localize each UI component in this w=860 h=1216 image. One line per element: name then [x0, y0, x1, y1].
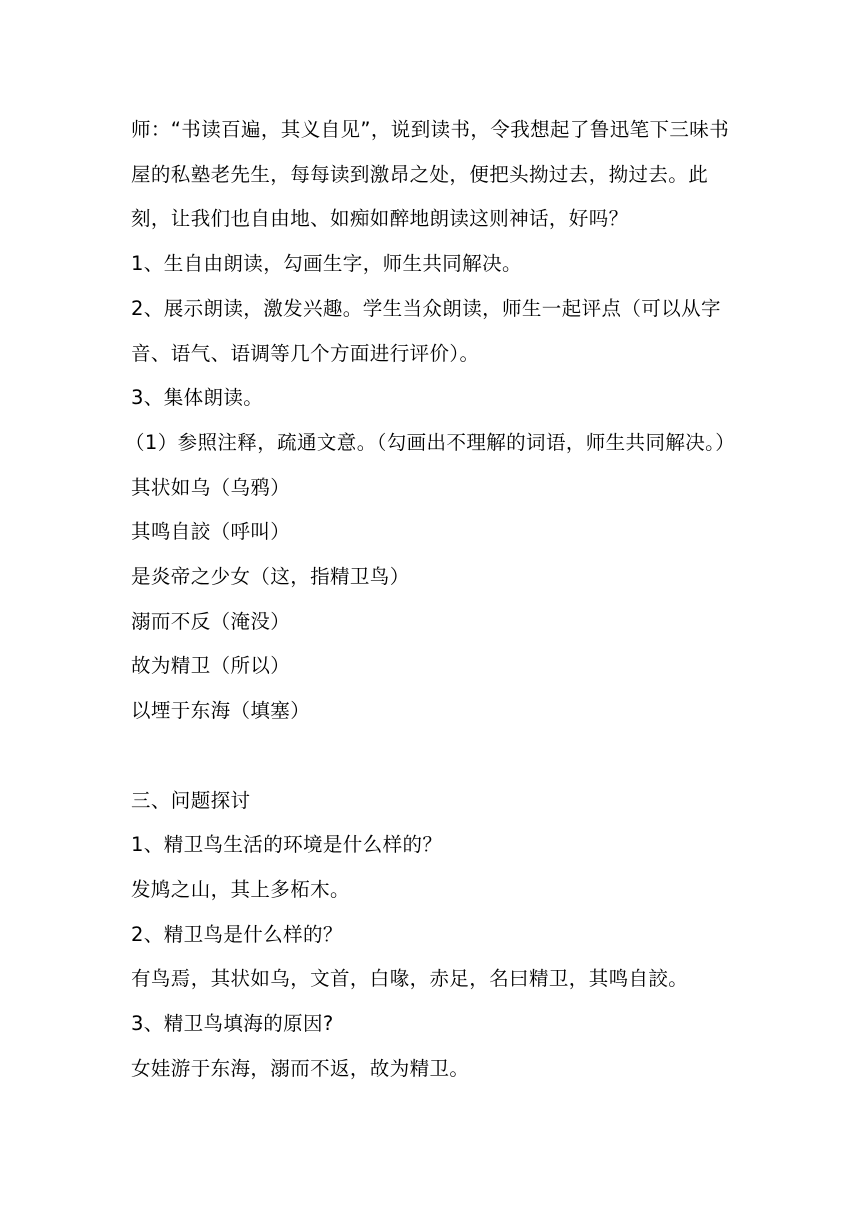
- blank-line: [131, 734, 733, 779]
- step-item: 2、展示朗读，激发兴趣。学生当众朗读，师生一起评点（可以从字音、语气、语调等几个方面进行评价）。: [131, 296, 721, 365]
- answer-item: 女娃游于东海，溺而不返，故为精卫。: [131, 1056, 470, 1080]
- step-item: 3、集体朗读。: [131, 386, 264, 410]
- question-item: 2、精卫鸟是什么样的？: [131, 922, 343, 946]
- answer-item: 发鸠之山，其上多柘木。: [131, 877, 350, 901]
- answer-item: 有鸟焉，其状如乌，文首，白喙，赤足，名曰精卫，其鸣自詨。: [131, 967, 689, 991]
- glossary-item: 故为精卫（所以）: [131, 654, 291, 678]
- glossary-item: 以堙于东海（填塞）: [131, 699, 311, 723]
- glossary-item: 其状如乌（乌鸦）: [131, 475, 291, 499]
- intro-paragraph: 师：“书读百遍，其义自见”，说到读书，令我想起了鲁迅笔下三味书屋的私塾老先生，每每读到激昂之处，便把头拗过去，拗过去。此刻，让我们也自由地、如痴如醉地朗读这则神话，好吗？: [131, 118, 730, 231]
- document-body: [125, 108, 736, 1091]
- step-item: 1、生自由朗读，勾画生字，师生共同解决。: [131, 252, 522, 276]
- glossary-item: 溺而不反（淹没）: [131, 609, 291, 633]
- section-heading: 三、问题探讨: [131, 788, 251, 812]
- sub-step-item: （1）参照注释，疏通文意。（勾画出不理解的词语，师生共同解决。）: [125, 430, 736, 454]
- glossary-item: 是炎帝之少女（这，指精卫鸟）: [131, 565, 410, 589]
- question-item: 3、精卫鸟填海的原因?: [131, 1012, 334, 1036]
- glossary-item: 其鸣自詨（呼叫）: [131, 520, 291, 544]
- question-item: 1、精卫鸟生活的环境是什么样的？: [131, 833, 443, 857]
